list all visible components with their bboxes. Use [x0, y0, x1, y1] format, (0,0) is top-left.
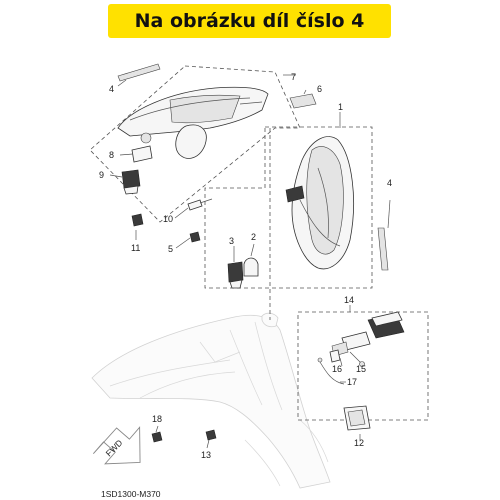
callout-5: 5 [168, 244, 174, 254]
callout-7: 7 [291, 72, 297, 82]
callout-3: 3 [229, 236, 235, 246]
tail-light-right [286, 137, 354, 269]
callout-11: 11 [131, 243, 141, 253]
socket-3 [228, 262, 243, 288]
bulb-16 [330, 350, 340, 362]
fwd-arrow [92, 426, 142, 465]
callout-4-right: 4 [387, 178, 393, 188]
bulb-2 [244, 258, 258, 276]
callout-2: 2 [251, 232, 257, 242]
callout-8: 8 [109, 150, 115, 160]
license-light-housing [368, 312, 404, 338]
nut-13 [206, 430, 216, 440]
callout-14: 14 [344, 295, 355, 305]
callout-10: 10 [163, 214, 174, 224]
banner-title: Na obrázku díl číslo 4 [134, 10, 365, 32]
license-lens-12 [344, 406, 370, 430]
fwd-label: FWD [103, 437, 125, 459]
callout-4-top: 4 [109, 84, 115, 94]
callout-15: 15 [356, 364, 367, 374]
callout-12: 12 [354, 438, 365, 448]
nut-18 [152, 432, 162, 442]
nut-11 [132, 214, 143, 226]
screw-10 [188, 199, 212, 210]
nut-5 [190, 232, 200, 242]
part-6-pad [290, 94, 316, 108]
callout-18: 18 [152, 414, 163, 424]
part-4-strip-top [118, 64, 160, 81]
rear-fender-ghost [92, 313, 330, 488]
callout-6: 6 [317, 84, 323, 94]
callout-9: 9 [99, 170, 105, 180]
diagram-code: 1SD1300-M370 [101, 489, 161, 499]
part-4-strip-right [378, 228, 388, 270]
callout-17: 17 [347, 377, 358, 387]
bulb-socket-8 [132, 133, 152, 162]
callout-16: 16 [332, 364, 343, 374]
callout-13: 13 [201, 450, 212, 460]
bulb-holder-9 [122, 170, 140, 194]
callout-1: 1 [338, 102, 344, 112]
